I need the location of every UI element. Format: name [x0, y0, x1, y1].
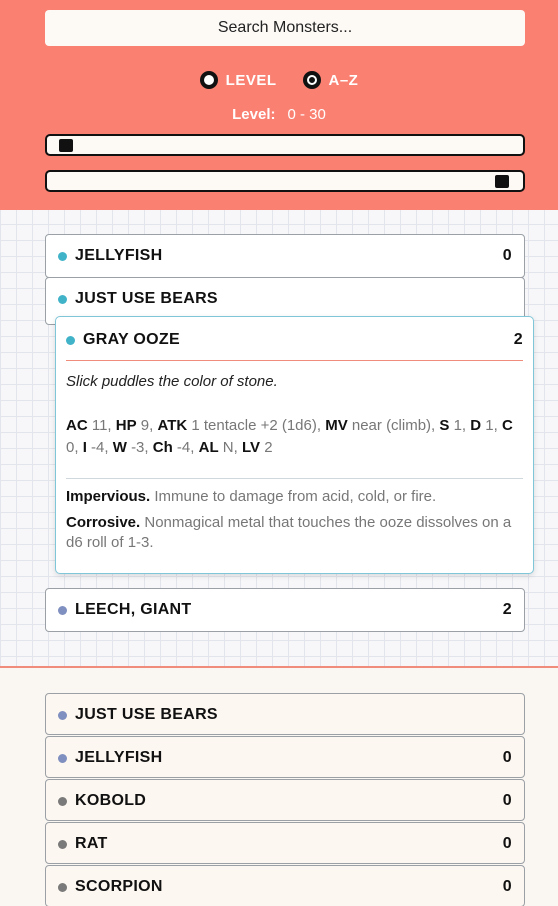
detail-level: 2: [513, 331, 523, 348]
monster-name: JUST USE BEARS: [75, 706, 218, 723]
detail-stats: AC 11, HP 9, ATK 1 tentacle +2 (1d6), MV near (climb), S 1, D 1, C 0, I -4, W -3, Ch -4, AL N, LV 2: [66, 415, 523, 479]
bullet-icon: [58, 711, 67, 720]
monster-detail-card: [55, 316, 534, 574]
level-label: Level:: [232, 106, 276, 123]
level-min-slider[interactable]: [45, 134, 525, 156]
radio-selected-icon[interactable]: [200, 71, 218, 89]
bullet-icon: [58, 252, 67, 261]
bullet-icon: [66, 336, 75, 345]
level-max-handle[interactable]: [495, 175, 509, 188]
level-max-slider[interactable]: [45, 170, 525, 192]
filter-header: [0, 0, 558, 210]
monster-level: 0: [502, 247, 512, 264]
radio-unselected-icon[interactable]: [303, 71, 321, 89]
monster-name: SCORPION: [75, 878, 163, 895]
monster-level: 0: [502, 878, 512, 895]
search-placeholder: Search Monsters...: [217, 19, 353, 36]
sort-options: [0, 68, 558, 92]
detail-name: GRAY OOZE: [83, 331, 180, 348]
list-item[interactable]: [45, 234, 525, 278]
bullet-icon: [58, 840, 67, 849]
monster-name: JUST USE BEARS: [75, 290, 218, 307]
monster-level: 2: [502, 601, 512, 618]
sort-by-level-option[interactable]: [200, 68, 277, 92]
monster-name: LEECH, GIANT: [75, 601, 192, 618]
monster-level: 0: [502, 792, 512, 809]
detail-trait: Impervious. Immune to damage from acid, cold, or fire.: [66, 488, 437, 505]
detail-description: Slick puddles the color of stone.: [66, 373, 278, 390]
monster-name: JELLYFISH: [75, 749, 163, 766]
list-item[interactable]: [45, 822, 525, 864]
bullet-icon: [58, 606, 67, 615]
monster-name: KOBOLD: [75, 792, 147, 809]
detail-trait: Corrosive. Nonmagical metal that touches the ooze dissolves on a d6 roll of 1-3.: [66, 514, 512, 551]
bullet-icon: [58, 754, 67, 763]
level-range-label: [0, 106, 558, 123]
level-range-value: 0 - 30: [287, 106, 326, 123]
sort-az-label: A–Z: [328, 71, 359, 89]
sort-by-az-option[interactable]: [303, 68, 359, 92]
sort-level-label: LEVEL: [225, 71, 277, 89]
bullet-icon: [58, 797, 67, 806]
bullet-icon: [58, 883, 67, 892]
list-item[interactable]: [45, 588, 525, 632]
list-item[interactable]: [45, 736, 525, 778]
monster-name: JELLYFISH: [75, 247, 163, 264]
monster-name: RAT: [75, 835, 108, 852]
monster-level: 0: [502, 749, 512, 766]
list-item[interactable]: [45, 693, 525, 735]
monster-level: 0: [502, 835, 512, 852]
level-min-handle[interactable]: [59, 139, 73, 152]
list-item[interactable]: [45, 865, 525, 906]
list-item[interactable]: [45, 779, 525, 821]
bullet-icon: [58, 295, 67, 304]
search-input[interactable]: [45, 10, 525, 46]
